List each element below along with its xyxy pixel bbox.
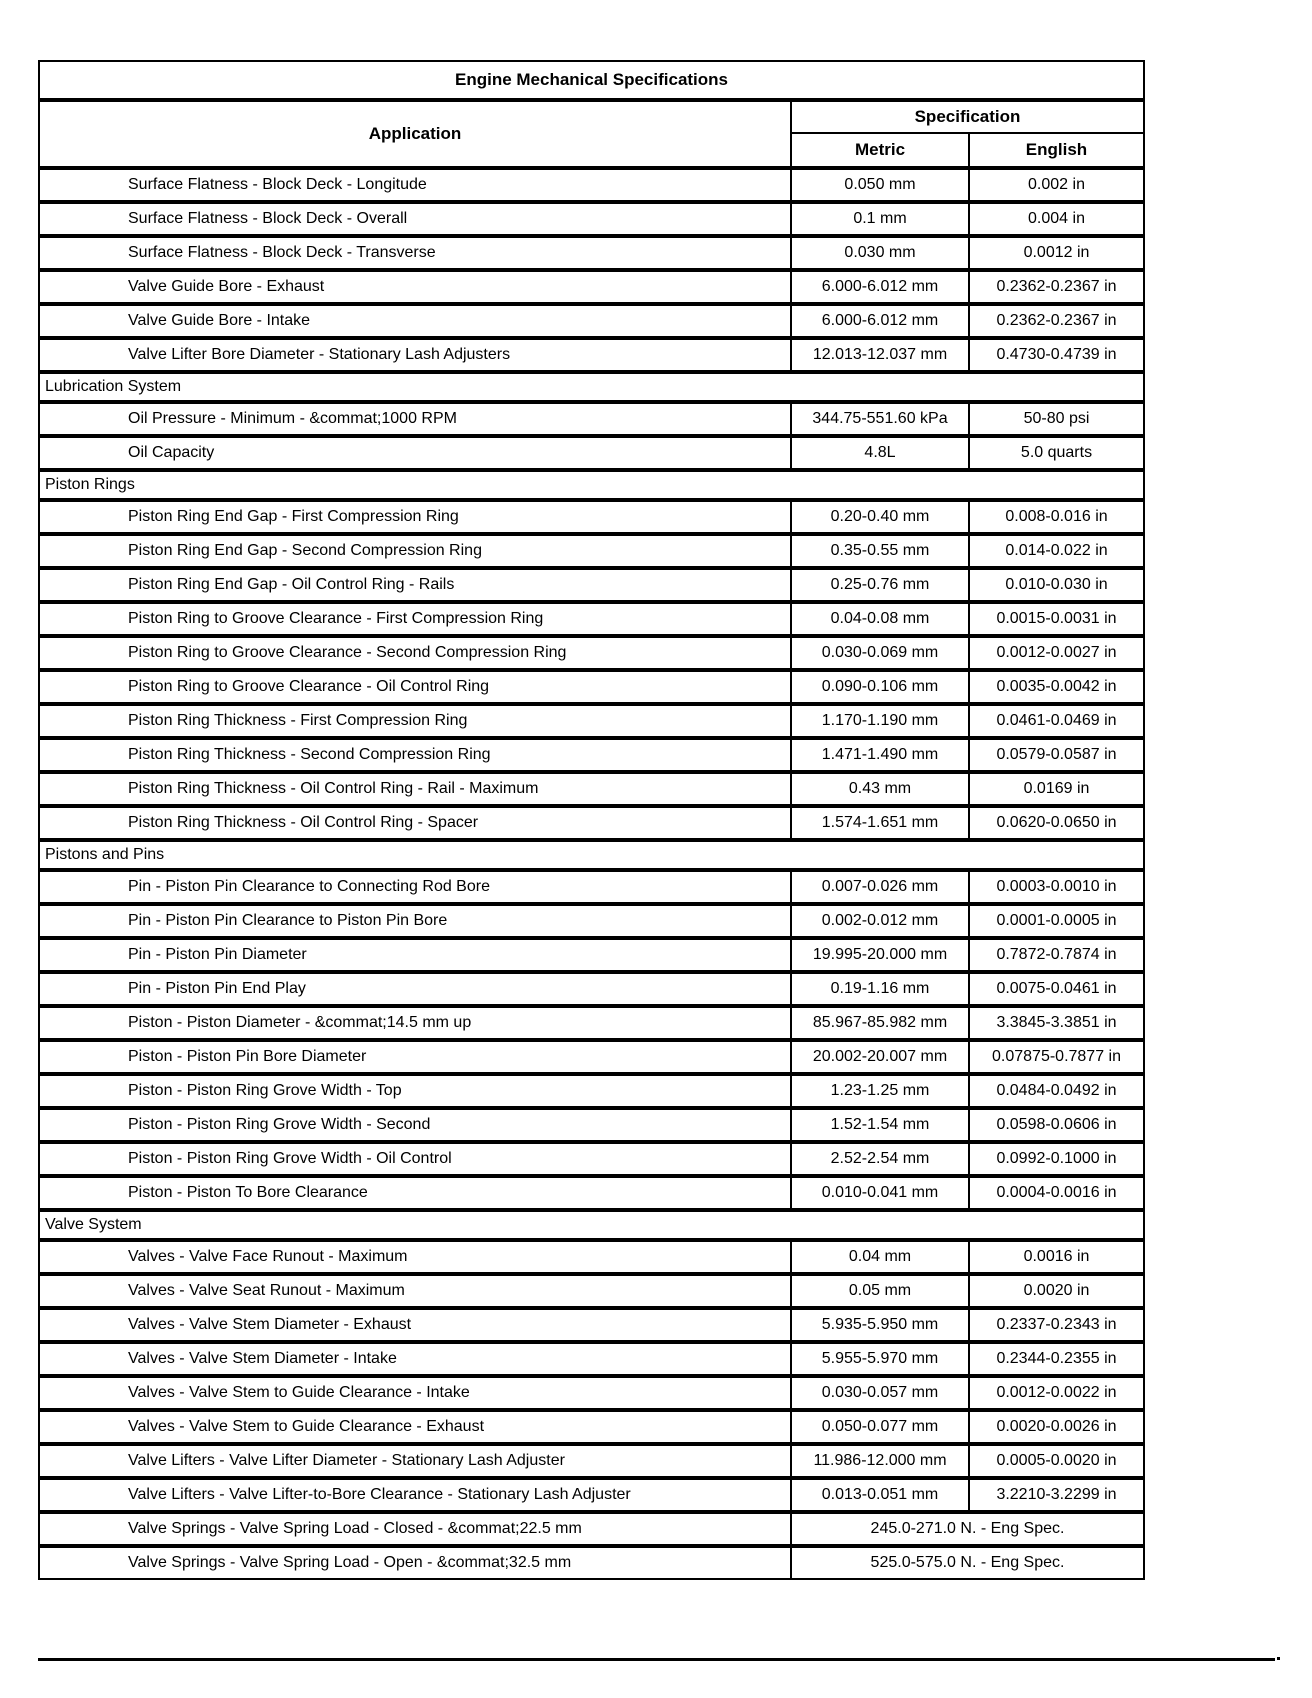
- table-row: [38, 270, 1145, 304]
- application-cell: Piston Ring End Gap - Oil Control Ring - Rails: [40, 570, 792, 600]
- english-value: 0.014-0.022 in: [1005, 542, 1108, 559]
- application-cell: Valves - Valve Stem to Guide Clearance - Exhaust: [40, 1412, 792, 1442]
- table-row: [38, 1546, 1145, 1580]
- application-cell: Piston Ring to Groove Clearance - Oil Control Ring: [40, 672, 792, 702]
- application-cell: Piston Ring Thickness - Second Compression Ring: [40, 740, 792, 770]
- table-row: [38, 1512, 1145, 1546]
- section-header-row: [38, 1210, 1145, 1240]
- table-row: [38, 500, 1145, 534]
- table-row: [38, 704, 1145, 738]
- application-cell: Valves - Valve Stem to Guide Clearance - Intake: [40, 1378, 792, 1408]
- metric-value: 19.995-20.000 mm: [792, 940, 970, 970]
- english-value: 0.0169 in: [1023, 780, 1090, 797]
- application-cell: Pin - Piston Pin Clearance to Piston Pin Bore: [40, 906, 792, 936]
- metric-value: 2.52-2.54 mm: [792, 1144, 970, 1174]
- english-value: 50-80 psi: [1023, 410, 1090, 427]
- table-row: [38, 568, 1145, 602]
- application-cell: Oil Pressure - Minimum - &commat;1000 RPM: [40, 404, 792, 434]
- application-cell: Piston Ring to Groove Clearance - First Compression Ring: [40, 604, 792, 634]
- english-value: 0.010-0.030 in: [1005, 576, 1108, 593]
- table-row: [38, 338, 1145, 372]
- application-cell: Surface Flatness - Block Deck - Longitude: [40, 170, 792, 200]
- table-row: [38, 1108, 1145, 1142]
- table-row: [38, 1074, 1145, 1108]
- english-value: 0.0484-0.0492 in: [996, 1082, 1117, 1099]
- specification-subheaders: [792, 134, 1143, 166]
- metric-value: 85.967-85.982 mm: [792, 1008, 970, 1038]
- english-value: 0.2362-0.2367 in: [996, 312, 1117, 329]
- section-header-label: Piston Rings: [45, 476, 135, 493]
- metric-value: 0.35-0.55 mm: [792, 536, 970, 566]
- metric-value: 1.471-1.490 mm: [792, 740, 970, 770]
- footer-rule: [38, 1658, 1275, 1661]
- english-value: 0.0016 in: [1023, 1248, 1090, 1265]
- metric-value: 0.030-0.069 mm: [792, 638, 970, 668]
- metric-value: 0.43 mm: [792, 774, 970, 804]
- table-row: [38, 670, 1145, 704]
- english-value: 0.0579-0.0587 in: [996, 746, 1117, 763]
- table-row: [38, 870, 1145, 904]
- table-row: [38, 1176, 1145, 1210]
- english-value: 0.008-0.016 in: [1005, 508, 1108, 525]
- metric-value: 5.935-5.950 mm: [792, 1310, 970, 1340]
- application-cell: Valve Lifters - Valve Lifter-to-Bore Clearance - Stationary Lash Adjuster: [40, 1480, 792, 1510]
- table-title: [38, 60, 1145, 100]
- metric-value: 0.1 mm: [792, 204, 970, 234]
- table-row: [38, 1274, 1145, 1308]
- application-cell: Piston - Piston Diameter - &commat;14.5 mm up: [40, 1008, 792, 1038]
- metric-value: 344.75-551.60 kPa: [792, 404, 970, 434]
- metric-value: 0.030-0.057 mm: [792, 1378, 970, 1408]
- table-row: [38, 1006, 1145, 1040]
- application-cell: Piston - Piston To Bore Clearance: [40, 1178, 792, 1208]
- application-cell: Piston Ring End Gap - First Compression Ring: [40, 502, 792, 532]
- table-header: [38, 100, 1145, 168]
- metric-value: 20.002-20.007 mm: [792, 1042, 970, 1072]
- table-row: [38, 806, 1145, 840]
- application-cell: Valve Lifter Bore Diameter - Stationary Lash Adjusters: [40, 340, 792, 370]
- english-value: 0.0015-0.0031 in: [996, 610, 1117, 627]
- english-value: 0.2344-0.2355 in: [996, 1350, 1117, 1367]
- application-cell: Pin - Piston Pin Clearance to Connecting Rod Bore: [40, 872, 792, 902]
- application-cell: Piston - Piston Ring Grove Width - Oil Control: [40, 1144, 792, 1174]
- table-row: [38, 602, 1145, 636]
- english-value: 3.3845-3.3851 in: [996, 1014, 1117, 1031]
- english-value: 0.7872-0.7874 in: [996, 946, 1117, 963]
- application-cell: Piston Ring Thickness - Oil Control Ring - Spacer: [40, 808, 792, 838]
- application-cell: Oil Capacity: [40, 438, 792, 468]
- metric-value: 1.574-1.651 mm: [792, 808, 970, 838]
- english-value: 3.2210-3.2299 in: [996, 1486, 1117, 1503]
- metric-value: 5.955-5.970 mm: [792, 1344, 970, 1374]
- metric-value: 6.000-6.012 mm: [792, 306, 970, 336]
- application-cell: Surface Flatness - Block Deck - Transverse: [40, 238, 792, 268]
- metric-value: 0.010-0.041 mm: [792, 1178, 970, 1208]
- english-value: 0.2362-0.2367 in: [996, 278, 1117, 295]
- section-header-row: [38, 372, 1145, 402]
- application-cell: Piston Ring Thickness - Oil Control Ring - Rail - Maximum: [40, 774, 792, 804]
- table-row: [38, 304, 1145, 338]
- english-value: 0.0020-0.0026 in: [996, 1418, 1117, 1435]
- metric-value: 0.04-0.08 mm: [792, 604, 970, 634]
- english-value: 0.002 in: [1028, 176, 1085, 193]
- application-cell: Piston - Piston Pin Bore Diameter: [40, 1042, 792, 1072]
- table-row: [38, 1342, 1145, 1376]
- table-row: [38, 1376, 1145, 1410]
- application-cell: Piston Ring End Gap - Second Compression Ring: [40, 536, 792, 566]
- spec-merged-value: 245.0-271.0 N. - Eng Spec.: [870, 1520, 1065, 1537]
- metric-value: 0.050-0.077 mm: [792, 1412, 970, 1442]
- metric-value: 0.20-0.40 mm: [792, 502, 970, 532]
- application-cell: Valve Guide Bore - Exhaust: [40, 272, 792, 302]
- section-header-row: [38, 470, 1145, 500]
- metric-value: 1.23-1.25 mm: [792, 1076, 970, 1106]
- metric-value: 1.52-1.54 mm: [792, 1110, 970, 1140]
- footer-dot: [1277, 1657, 1280, 1660]
- table-row: [38, 202, 1145, 236]
- metric-value: 11.986-12.000 mm: [792, 1446, 970, 1476]
- specification-column-header: Specification: [792, 102, 1143, 134]
- table-row: [38, 904, 1145, 938]
- english-value: 0.0020 in: [1023, 1282, 1090, 1299]
- table-body: [38, 168, 1145, 1580]
- application-cell: Valve Springs - Valve Spring Load - Open - &commat;32.5 mm: [40, 1548, 792, 1578]
- table-row: [38, 436, 1145, 470]
- table-row: [38, 402, 1145, 436]
- spec-merged-value: 525.0-575.0 N. - Eng Spec.: [870, 1554, 1065, 1571]
- application-cell: Valve Guide Bore - Intake: [40, 306, 792, 336]
- metric-value: 0.090-0.106 mm: [792, 672, 970, 702]
- table-row: [38, 1444, 1145, 1478]
- specification-header-block: [792, 102, 1143, 166]
- application-cell: Piston - Piston Ring Grove Width - Second: [40, 1110, 792, 1140]
- english-value: 0.0001-0.0005 in: [996, 912, 1117, 929]
- metric-value: 0.007-0.026 mm: [792, 872, 970, 902]
- application-cell: Valve Springs - Valve Spring Load - Closed - &commat;22.5 mm: [40, 1514, 792, 1544]
- english-value: 0.0012-0.0027 in: [996, 644, 1117, 661]
- english-value: 5.0 quarts: [1020, 444, 1093, 461]
- section-header-label: Valve System: [45, 1216, 142, 1233]
- application-column-header: Application: [40, 102, 792, 166]
- application-cell: Valves - Valve Seat Runout - Maximum: [40, 1276, 792, 1306]
- table-row: [38, 938, 1145, 972]
- metric-value: 0.19-1.16 mm: [792, 974, 970, 1004]
- english-value: 0.0461-0.0469 in: [996, 712, 1117, 729]
- english-value: 0.0075-0.0461 in: [996, 980, 1117, 997]
- metric-value: 0.013-0.051 mm: [792, 1480, 970, 1510]
- english-value: 0.07875-0.7877 in: [992, 1048, 1121, 1065]
- english-value: 0.004 in: [1028, 210, 1085, 227]
- table-row: [38, 168, 1145, 202]
- table-row: [38, 236, 1145, 270]
- table-row: [38, 772, 1145, 806]
- metric-value: 1.170-1.190 mm: [792, 706, 970, 736]
- table-row: [38, 1040, 1145, 1074]
- table-row: [38, 1478, 1145, 1512]
- table-row: [38, 1308, 1145, 1342]
- metric-value: 0.050 mm: [792, 170, 970, 200]
- application-cell: Piston Ring Thickness - First Compression Ring: [40, 706, 792, 736]
- metric-value: 4.8L: [792, 438, 970, 468]
- application-cell: Piston Ring to Groove Clearance - Second Compression Ring: [40, 638, 792, 668]
- english-value: 0.4730-0.4739 in: [996, 346, 1117, 363]
- table-row: [38, 1410, 1145, 1444]
- section-header-label: Pistons and Pins: [45, 846, 165, 863]
- application-cell: Pin - Piston Pin Diameter: [40, 940, 792, 970]
- table-row: [38, 972, 1145, 1006]
- metric-value: 0.002-0.012 mm: [792, 906, 970, 936]
- english-value: 0.2337-0.2343 in: [996, 1316, 1117, 1333]
- metric-value: 0.04 mm: [792, 1242, 970, 1272]
- english-value: 0.0012 in: [1023, 244, 1090, 261]
- application-cell: Valves - Valve Face Runout - Maximum: [40, 1242, 792, 1272]
- table-row: [38, 534, 1145, 568]
- engine-specifications-table: [38, 60, 1145, 1580]
- table-row: [38, 1240, 1145, 1274]
- english-value: 0.0598-0.0606 in: [996, 1116, 1117, 1133]
- application-cell: Surface Flatness - Block Deck - Overall: [40, 204, 792, 234]
- english-value: 0.0012-0.0022 in: [996, 1384, 1117, 1401]
- table-title-text: Engine Mechanical Specifications: [454, 70, 729, 89]
- english-value: 0.0004-0.0016 in: [996, 1184, 1117, 1201]
- application-cell: Valves - Valve Stem Diameter - Intake: [40, 1344, 792, 1374]
- application-cell: Valves - Valve Stem Diameter - Exhaust: [40, 1310, 792, 1340]
- metric-value: 6.000-6.012 mm: [792, 272, 970, 302]
- metric-value: 0.030 mm: [792, 238, 970, 268]
- english-value: 0.0992-0.1000 in: [996, 1150, 1117, 1167]
- application-cell: Pin - Piston Pin End Play: [40, 974, 792, 1004]
- section-header-row: [38, 840, 1145, 870]
- application-cell: Piston - Piston Ring Grove Width - Top: [40, 1076, 792, 1106]
- table-row: [38, 1142, 1145, 1176]
- english-value: 0.0035-0.0042 in: [996, 678, 1117, 695]
- table-row: [38, 738, 1145, 772]
- metric-column-header: Metric: [792, 134, 970, 166]
- english-column-header: English: [1025, 140, 1088, 159]
- section-header-label: Lubrication System: [45, 378, 182, 395]
- metric-value: 12.013-12.037 mm: [792, 340, 970, 370]
- english-value: 0.0005-0.0020 in: [996, 1452, 1117, 1469]
- table-row: [38, 636, 1145, 670]
- english-value: 0.0003-0.0010 in: [996, 878, 1117, 895]
- metric-value: 0.25-0.76 mm: [792, 570, 970, 600]
- metric-value: 0.05 mm: [792, 1276, 970, 1306]
- application-cell: Valve Lifters - Valve Lifter Diameter - Stationary Lash Adjuster: [40, 1446, 792, 1476]
- english-value: 0.0620-0.0650 in: [996, 814, 1117, 831]
